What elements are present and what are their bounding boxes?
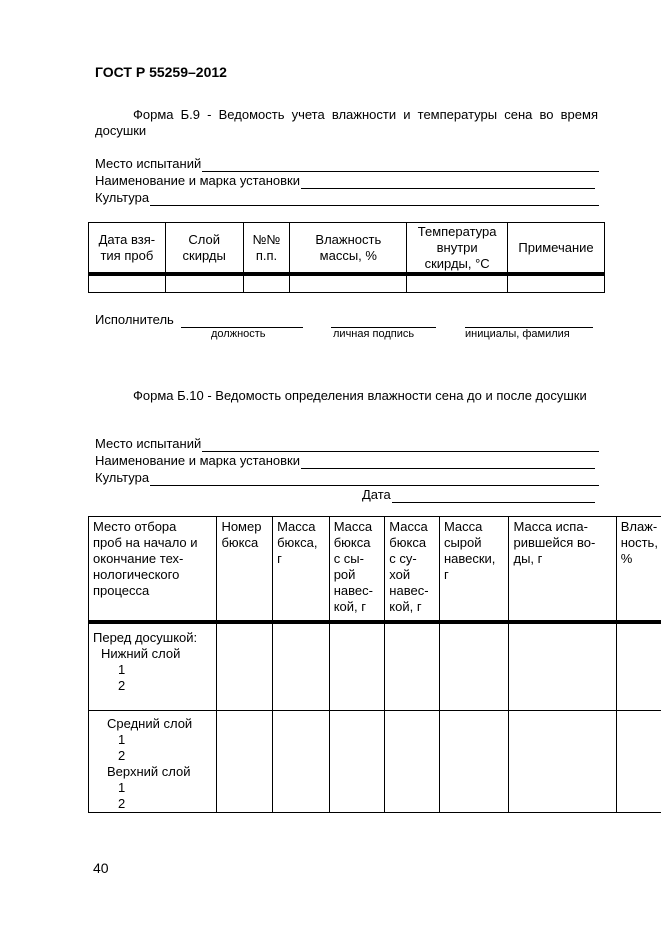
form10-col-header-text: Масса бюкса, г: [277, 519, 318, 566]
form9-col-header-text: Слой скирды: [182, 231, 226, 263]
form9-place-line[interactable]: [202, 159, 599, 172]
form9-crop-line[interactable]: [150, 193, 599, 206]
table-cell[interactable]: [89, 275, 166, 293]
form10-machine-line[interactable]: [301, 456, 595, 469]
sample-number: 1: [118, 662, 126, 677]
form10-col-header: [509, 517, 616, 622]
table-cell[interactable]: [509, 624, 616, 711]
sample-number: 2: [118, 796, 126, 811]
table-cell[interactable]: [165, 275, 243, 293]
form10-col-header: [89, 517, 217, 622]
top-layer-label: Верхний слой: [107, 764, 191, 779]
table-cell[interactable]: [509, 711, 616, 813]
form9-machine-line[interactable]: [301, 176, 595, 189]
form10-col-header: [385, 517, 440, 622]
form9-col-header: [508, 223, 605, 273]
table-cell[interactable]: [273, 711, 330, 813]
form9-col-header-text: №№ п.п.: [252, 231, 281, 263]
form10-date-line[interactable]: [392, 490, 595, 503]
form9-col-header: [407, 223, 508, 273]
form9-table: [88, 222, 605, 293]
form10-machine-label: Наименование и марка установки: [95, 453, 300, 468]
form10-title: [95, 388, 598, 404]
form9-col-header-text: Примечание: [518, 239, 594, 255]
form10-col-header-text: Масса бюкса с сы- рой навес- кой, г: [333, 519, 373, 614]
table-cell[interactable]: [329, 624, 385, 711]
form10-machine-field: [95, 453, 595, 469]
page-number: 40: [93, 860, 109, 876]
table-cell[interactable]: [290, 275, 407, 293]
form10-place-label: Место испытаний: [95, 436, 202, 451]
bottom-layer-label: Нижний слой: [101, 646, 181, 661]
form10-title-text: Форма Б.10 - Ведомость определения влажности сена до и после досушки: [133, 388, 587, 403]
before-drying-label: Перед досушкой:: [93, 630, 198, 645]
table-cell[interactable]: [407, 275, 508, 293]
form10-col-header: [439, 517, 509, 622]
table-cell[interactable]: [439, 711, 509, 813]
table-cell[interactable]: [217, 624, 273, 711]
form10-col-header-text: Масса испа- рившейся во- ды, г: [513, 519, 596, 566]
form10-col-header-text: Номер бюкса: [221, 519, 262, 550]
form10-col-header-text: Масса сырой навески, г: [443, 519, 496, 582]
sample-number: 2: [118, 678, 126, 693]
form9-col-header: [89, 223, 166, 273]
form9-col-header: [165, 223, 243, 273]
form10-crop-line[interactable]: [150, 473, 599, 486]
document-code: ГОСТ Р 55259–2012: [95, 64, 227, 80]
table-cell[interactable]: [329, 711, 385, 813]
form9-col-header: [243, 223, 290, 273]
form10-col-header-text: Место отбора проб на начало и окончание тех- нологического процесса: [93, 519, 198, 598]
form9-machine-label: Наименование и марка установки: [95, 173, 300, 188]
form10-col-header: [329, 517, 385, 622]
table-cell[interactable]: [385, 711, 440, 813]
form10-crop-label: Культура: [95, 470, 150, 485]
sample-number: 1: [118, 780, 126, 795]
table-cell[interactable]: [439, 624, 509, 711]
form10-table: [88, 516, 661, 813]
sample-number: 2: [118, 748, 126, 763]
form9-col-header: [290, 223, 407, 273]
form10-col-header: [616, 517, 661, 622]
table-cell[interactable]: [508, 275, 605, 293]
form9-crop-label: Культура: [95, 190, 150, 205]
form9-col-header-text: Температура внутри скирды, °С: [417, 223, 497, 271]
form9-title-text: Форма Б.9 - Ведомость учета влажности и температуры сена во время досушки: [95, 107, 598, 138]
table-cell[interactable]: [616, 711, 661, 813]
name-caption: инициалы, фамилия: [465, 328, 570, 340]
form10-date-label: Дата: [362, 487, 391, 502]
form10-date-field: [362, 487, 595, 503]
table-cell[interactable]: [217, 711, 273, 813]
form9-col-header-text: Влажность массы, %: [315, 231, 382, 263]
form9-table-row: [89, 275, 605, 293]
table-cell[interactable]: [385, 624, 440, 711]
position-caption: должность: [211, 328, 266, 340]
form10-col-header-text: Влаж- ность, %: [620, 519, 658, 566]
form10-place-line[interactable]: [202, 439, 599, 452]
middle-layer-label: Средний слой: [107, 716, 193, 731]
sample-number: 1: [118, 732, 126, 747]
table-cell[interactable]: [243, 275, 290, 293]
form10-table-row: [89, 711, 661, 813]
table-cell[interactable]: [616, 624, 661, 711]
form10-col-header-text: Масса бюкса с су- хой навес- кой, г: [389, 519, 429, 614]
executor-label: Исполнитель: [95, 312, 174, 327]
form10-crop-field: [95, 470, 599, 486]
form9-crop-field: [95, 190, 599, 206]
signature-caption: личная подпись: [333, 328, 415, 340]
table-cell[interactable]: [273, 624, 330, 711]
form9-title: [95, 107, 598, 139]
form9-machine-field: [95, 173, 595, 189]
form10-col-header: [217, 517, 273, 622]
form10-col-header: [273, 517, 330, 622]
sample-place-cell: [89, 624, 217, 711]
form9-place-field: [95, 156, 599, 172]
form9-place-label: Место испытаний: [95, 156, 202, 171]
form10-place-field: [95, 436, 599, 452]
sample-place-cell: [89, 711, 217, 813]
form9-col-header-text: Дата взя- тия проб: [98, 231, 156, 263]
form10-table-row: [89, 624, 661, 711]
